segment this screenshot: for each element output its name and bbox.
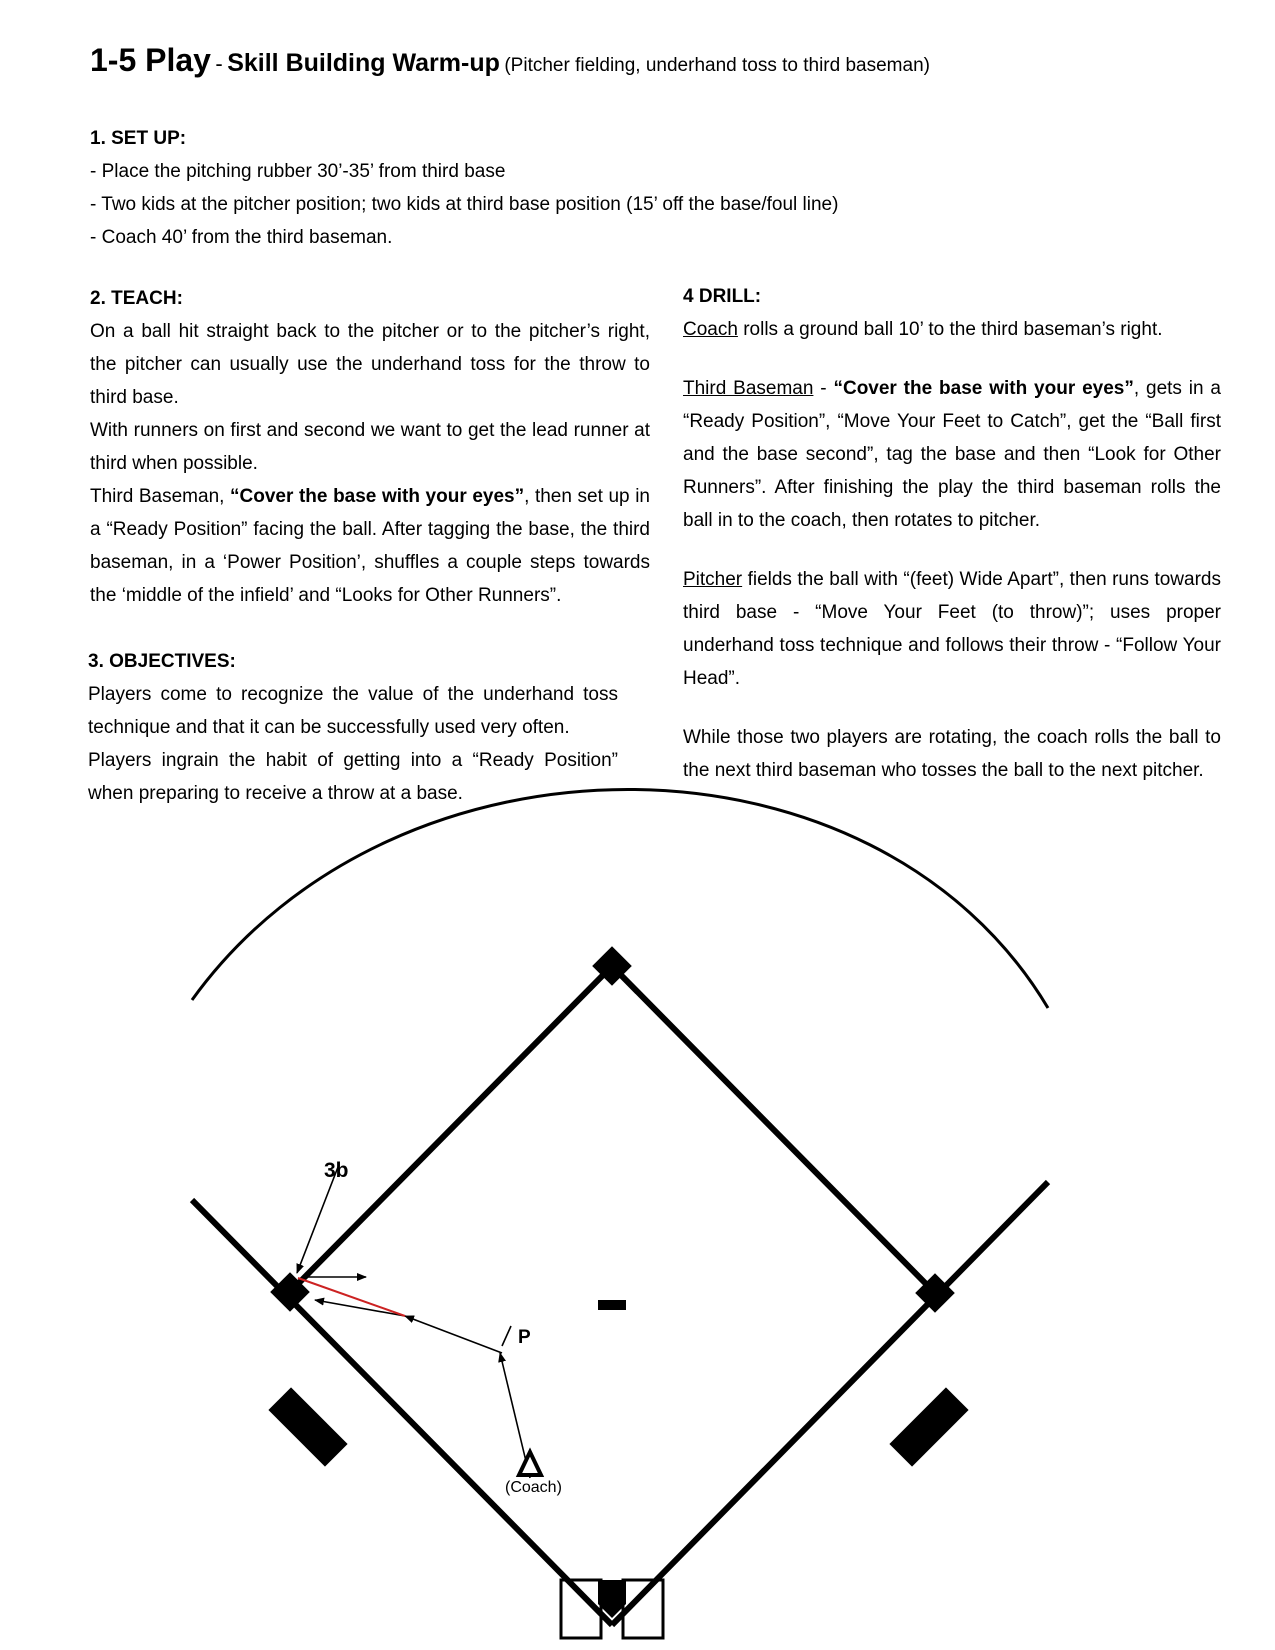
arrow-pitcher-follow xyxy=(315,1300,405,1316)
teach-paragraph: On a ball hit straight back to the pitcher or to the pitcher’s right, the pitcher can usually use the underhand toss for the throw to third base. xyxy=(90,321,650,408)
drill-role: Pitcher xyxy=(683,569,743,590)
title-dash: - xyxy=(215,51,223,76)
teach-emphasis: “Cover the base with your eyes” xyxy=(230,486,525,507)
third-base-line-upper xyxy=(290,966,612,1292)
third-base-coach-box xyxy=(268,1387,347,1466)
objectives-heading: 3. OBJECTIVES: xyxy=(88,651,236,672)
pitcher-mark xyxy=(502,1326,511,1346)
setup-line: - Two kids at the pitcher position; two kids at third base position (15’ off the base/foul line) xyxy=(90,194,839,215)
setup-line: - Place the pitching rubber 30’-35’ from third base xyxy=(90,161,506,182)
label-third-baseman: 3b xyxy=(324,1159,349,1182)
title-parenthetical: (Pitcher fielding, underhand toss to third baseman) xyxy=(504,55,930,76)
arrow-pitcher-run xyxy=(405,1316,502,1353)
first-base-line-upper xyxy=(612,966,935,1293)
drill-text: , gets in a “Ready Position”, “Move Your Feet to Catch”, get the “Ball first and the base second”, tag the base and then “Look for Other Runners”. After finishing the play the third baseman rolls the ball in to the coach, then rotates to pitcher. xyxy=(683,378,1221,531)
title-main: 1-5 Play xyxy=(90,42,211,78)
coach-triangle-icon xyxy=(519,1452,541,1475)
drill-text: - xyxy=(813,378,834,399)
teach-text: Third Baseman, xyxy=(90,486,231,507)
first-base-coach-box xyxy=(889,1387,968,1466)
drill-role: Coach xyxy=(683,319,738,340)
teach-text: , then set up in a “Ready Position” facing the ball. After tagging the base, the third baseman, in a ‘Power Position’, shuffles a couple steps towards the ‘middle of the infield’ and “Looks for Other Runners”. xyxy=(90,486,650,606)
drill-emphasis: “Cover the base with your eyes” xyxy=(833,378,1134,399)
drill-role: Third Baseman xyxy=(683,378,814,399)
objectives-paragraph: Players ingrain the habit of getting into a “Ready Position” when preparing to receive a throw at a base. xyxy=(88,750,618,804)
drill-text: fields the ball with “(feet) Wide Apart”, then runs towards third base - “Move Your Feet (to throw)”; uses proper underhand toss technique and follows their throw - “Follow Your Head”. xyxy=(683,569,1221,689)
drill-text: rolls a ground ball 10’ to the third baseman’s right. xyxy=(737,319,1163,340)
setup-heading: 1. SET UP: xyxy=(90,128,187,149)
drill-paragraph: While those two players are rotating, the coach rolls the ball to the next third baseman who tosses the ball to the next pitcher. xyxy=(683,727,1221,781)
title-subtitle: Skill Building Warm-up xyxy=(227,49,500,77)
teach-heading: 2. TEACH: xyxy=(90,288,183,309)
label-pitcher: P xyxy=(518,1327,531,1348)
pitching-rubber xyxy=(598,1300,626,1310)
setup-line: - Coach 40’ from the third baseman. xyxy=(90,227,393,248)
label-coach: (Coach) xyxy=(505,1479,562,1496)
objectives-paragraph: Players come to recognize the value of the underhand toss technique and that it can be successfully used very often. xyxy=(88,684,618,738)
first-base-foul-line xyxy=(612,1182,1048,1625)
third-base-foul-line xyxy=(192,1200,612,1625)
arrow-underhand-toss xyxy=(298,1278,405,1316)
teach-paragraph: With runners on first and second we want to get the lead runner at third when possible. xyxy=(90,420,650,474)
arrow-3b-label-to-base xyxy=(297,1167,338,1273)
drill-heading: 4 DRILL: xyxy=(683,286,762,307)
